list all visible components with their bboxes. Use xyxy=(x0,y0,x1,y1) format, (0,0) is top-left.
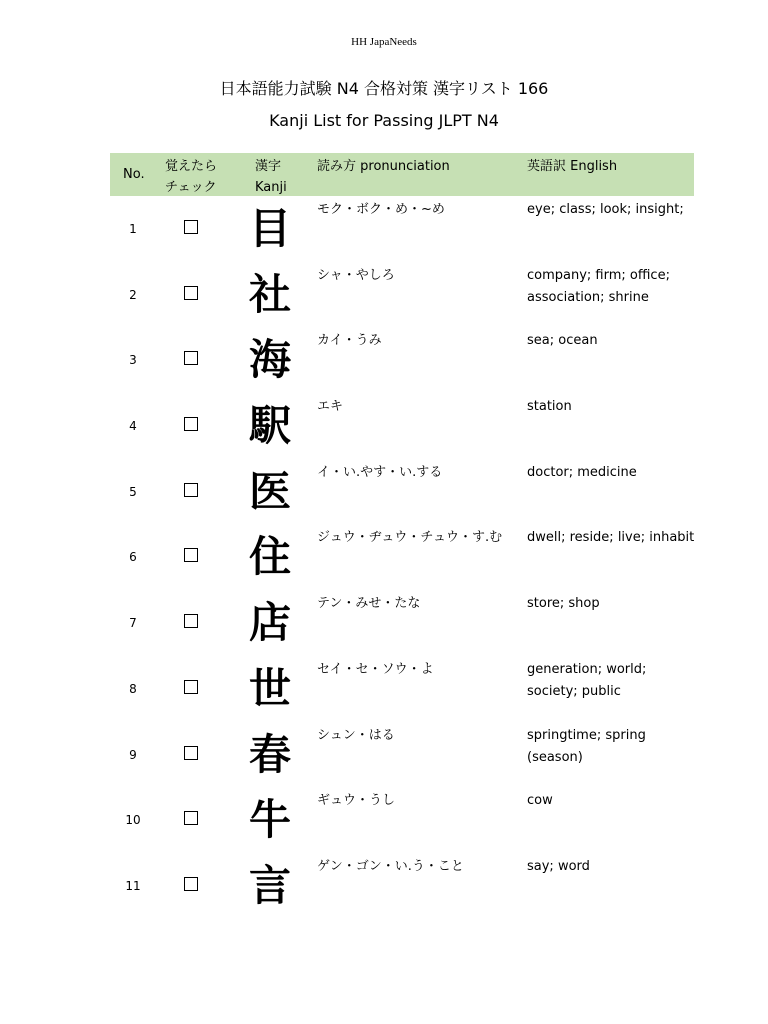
kanji-reading: カイ・うみ xyxy=(317,333,382,349)
row-number: 8 xyxy=(129,681,137,696)
row-number: 11 xyxy=(125,878,141,893)
kanji-english: say; word xyxy=(527,858,590,874)
table-row xyxy=(110,393,694,459)
kanji-reading: セイ・セ・ソウ・よ xyxy=(317,661,434,677)
table-row xyxy=(110,656,694,722)
kanji-reading: シャ・やしろ xyxy=(317,267,395,283)
kanji-character: 春 xyxy=(248,729,291,779)
kanji-table xyxy=(110,153,694,919)
table-row xyxy=(110,590,694,656)
memorized-checkbox[interactable] xyxy=(184,877,198,891)
kanji-english: dwell; reside; live; inhabit xyxy=(527,530,695,546)
memorized-checkbox[interactable] xyxy=(184,417,198,431)
column-header-no: No. xyxy=(123,167,145,182)
memorized-checkbox[interactable] xyxy=(184,614,198,628)
kanji-character: 医 xyxy=(248,466,291,516)
row-number: 1 xyxy=(129,222,137,236)
memorized-checkbox[interactable] xyxy=(184,286,198,300)
table-row xyxy=(110,262,694,328)
memorized-checkbox[interactable] xyxy=(184,680,198,694)
table-row xyxy=(110,459,694,525)
kanji-reading: テン・みせ・たな xyxy=(317,596,421,612)
memorized-checkbox[interactable] xyxy=(184,351,198,365)
row-number: 6 xyxy=(129,550,137,565)
table-header xyxy=(110,153,694,196)
row-number: 4 xyxy=(129,419,137,434)
kanji-english: springtime; spring (season) xyxy=(527,727,646,765)
kanji-character: 言 xyxy=(248,860,291,910)
kanji-character: 世 xyxy=(248,663,291,713)
kanji-character: 店 xyxy=(248,598,291,648)
row-number: 5 xyxy=(129,484,137,499)
memorized-checkbox[interactable] xyxy=(184,811,198,825)
kanji-character: 目 xyxy=(248,204,291,253)
kanji-english: station xyxy=(527,399,572,415)
kanji-english: generation; world; society; public xyxy=(527,661,647,699)
column-header-kanji-line1: 漢字 xyxy=(255,159,282,174)
brand-header: HH JapaNeeds xyxy=(351,36,417,48)
kanji-character: 牛 xyxy=(248,795,291,845)
kanji-english: cow xyxy=(527,793,553,809)
kanji-english: doctor; medicine xyxy=(527,464,637,480)
kanji-character: 駅 xyxy=(248,401,291,451)
page-title-english: Kanji List for Passing JLPT N4 xyxy=(269,111,499,130)
memorized-checkbox[interactable] xyxy=(184,746,198,760)
kanji-english: sea; ocean xyxy=(527,333,598,349)
kanji-reading: イ・い.やす・い.する xyxy=(317,464,443,480)
row-number: 3 xyxy=(129,353,137,368)
kanji-reading: モク・ボク・め・~め xyxy=(317,202,445,217)
kanji-reading: ギュウ・うし xyxy=(317,793,396,809)
table-row xyxy=(110,524,694,590)
memorized-checkbox[interactable] xyxy=(184,548,198,562)
column-header-english: 英語訳 English xyxy=(527,159,618,174)
row-number: 2 xyxy=(129,287,137,302)
table-row xyxy=(110,722,694,788)
column-header-reading: 読み方 pronunciation xyxy=(317,159,450,174)
table-row xyxy=(110,853,694,919)
kanji-reading: ジュウ・ヂュウ・チュウ・す.む xyxy=(317,530,503,546)
kanji-english: eye; class; look; insight; xyxy=(527,202,684,217)
column-header-check-line1: 覚えたら xyxy=(165,159,218,174)
kanji-english: company; firm; office; association; shrine xyxy=(527,267,670,305)
kanji-english: store; shop xyxy=(527,596,600,612)
row-number: 10 xyxy=(125,813,141,828)
column-header-kanji-line2: Kanji xyxy=(255,180,287,195)
kanji-character: 海 xyxy=(248,335,291,385)
kanji-reading: エキ xyxy=(317,399,344,415)
page-title-japanese: 日本語能力試験 N4 合格対策 漢字リスト 166 xyxy=(219,79,549,98)
kanji-character: 住 xyxy=(248,532,291,582)
table-row xyxy=(110,787,694,853)
kanji-reading: シュン・はる xyxy=(317,727,395,743)
table-row xyxy=(110,327,694,393)
kanji-reading: ゲン・ゴン・い.う・こと xyxy=(317,858,464,874)
row-number: 9 xyxy=(129,747,137,762)
column-header-check-line2: チェック xyxy=(165,180,217,195)
row-number: 7 xyxy=(129,616,137,631)
memorized-checkbox[interactable] xyxy=(184,220,198,234)
table-row xyxy=(110,196,694,262)
column-header-check xyxy=(165,156,217,198)
kanji-character: 社 xyxy=(248,269,291,319)
memorized-checkbox[interactable] xyxy=(184,483,198,497)
column-header-kanji xyxy=(255,156,287,198)
